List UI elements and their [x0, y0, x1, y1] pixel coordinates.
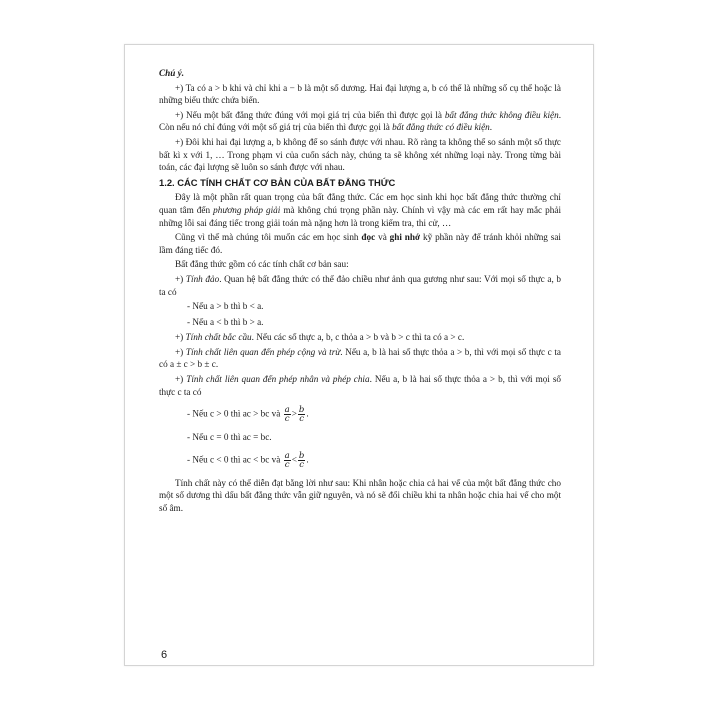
section-heading: 1.2. CÁC TÍNH CHẤT CƠ BẢN CỦA BẤT ĐẲNG THỨC [159, 176, 396, 188]
properties-intro: Bất đẳng thức gồm có các tính chất cơ bản sau: [175, 259, 349, 270]
multiplication-case-zero: - Nếu c = 0 thì ac = bc. [187, 432, 272, 443]
note-paragraph-3: +) Đôi khi hai đại lượng a, b không để so sánh được với nhau. Rõ ràng ta không thể so sánh một số thực bất kì x với 1, … Trong phạm vi của cuốn sách này, chúng ta sẽ không xét những loại này. Trong từng bài toán, các đại lượng sẽ luôn so sánh được với nhau. [159, 136, 561, 173]
property-multiplication: +) Tính chất liên quan đến phép nhân và phép chia. Nếu a, b là hai số thực thỏa a > b, thì với mọi số thực c ta có [159, 374, 561, 397]
property-inversion: +) Tính đảo. Quan hệ bất đẳng thức có thể đảo chiều như ảnh qua gương như sau: Với mọi số thực a, b ta có [159, 273, 561, 297]
reminder-paragraph: Cũng vì thế mà chúng tôi muốn các em học sinh đọc và ghi nhớ kỹ phần này để tránh khỏi những sai lầm đáng tiếc đó. [159, 232, 561, 255]
page-number: 6 [161, 649, 168, 661]
book-page [124, 44, 594, 666]
fraction: $\frac{b}{c}$ [298, 405, 305, 425]
multiplication-case-negative: - Nếu c < 0 thì ac < bc và $\frac{a}{c}$ < $\frac{b}{c}$ . [187, 450, 309, 470]
intro-paragraph: Đây là một phần rất quan trọng của bất đẳng thức. Các em học sinh khi học bất đẳng thức thường chỉ quan tâm đến phương pháp giải mà không chú trọng phần này. Chính vì vậy mà các em rất hay mắc phải những lỗi sai đáng tiếc trong giải toán mà nặng hơn là trong kiểm tra, thi cử, … [159, 192, 561, 228]
property-addition: +) Tính chất liên quan đến phép cộng và trừ. Nếu a, b là hai số thực thỏa a > b, thì với mọi số thực c ta có a ± c > b ± c. [159, 346, 561, 370]
fraction: $\frac{a}{c}$ [284, 450, 290, 470]
multiplication-case-positive: - Nếu c > 0 thì ac > bc và $\frac{a}{c}$ > $\frac{b}{c}$ . [187, 405, 309, 425]
fraction: $\frac{b}{c}$ [298, 450, 305, 470]
page-content [159, 67, 561, 517]
note-title: Chú ý. [159, 68, 185, 78]
property-transitive: +) Tính chất bắc cầu. Nếu các số thực a, b, c thỏa a > b và b > c thì ta có a > c. [175, 332, 465, 343]
inversion-case-2: - Nếu a < b thì b > a. [187, 316, 264, 327]
inversion-case-1: - Nếu a > b thì b < a. [187, 301, 264, 312]
note-paragraph-1: +) Ta có a > b khi và chỉ khi a − b là một số dương. Hai đại lượng a, b có thể là những số cụ thể hoặc là những biểu thức chứa biến. [159, 82, 561, 106]
fraction: $\frac{a}{c}$ [284, 405, 290, 425]
note-paragraph-2: +) Nếu một bất đẳng thức đúng với mọi giá trị của biến thì được gọi là bất đẳng thức không điều kiện. Còn nếu nó chỉ đúng với một số giá trị của biến thì được gọi là bất đẳng thức có điều kiện. [159, 109, 561, 133]
closing-paragraph: Tính chất này có thể diễn đạt bằng lời như sau: Khi nhân hoặc chia cả hai vế của một bất đẳng thức cho một số dương thì dấu bất đẳng thức vẫn giữ nguyên, và nó sẽ đổi chiều khi ta nhân hoặc chia hai vế cho một số âm. [159, 477, 561, 514]
